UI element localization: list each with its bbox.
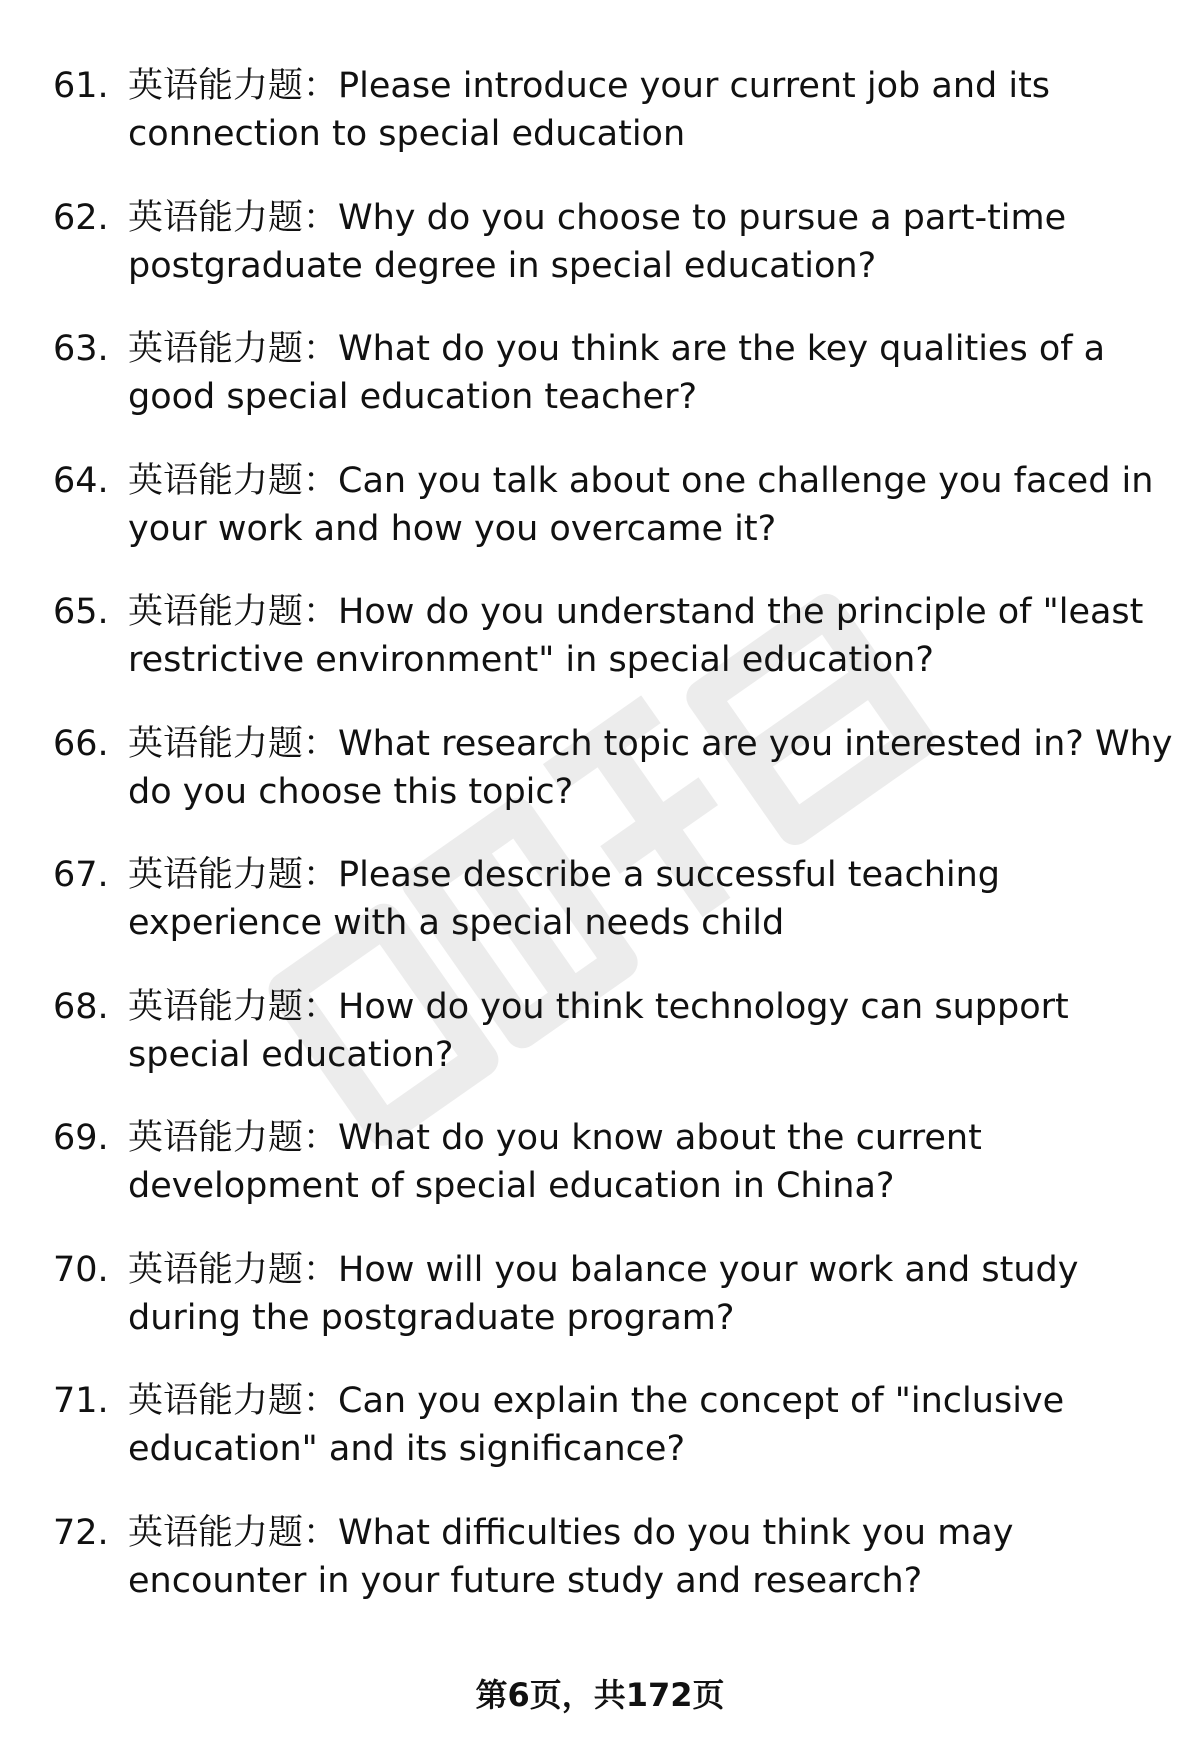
question-text-block	[128, 983, 1188, 1079]
question-text: How do you think technology can support special education?	[128, 986, 1069, 1075]
list-item	[53, 194, 1163, 326]
question-text-block	[128, 720, 1188, 816]
question-category: 英语能力题：	[128, 1118, 339, 1158]
question-category: 英语能力题：	[128, 329, 339, 369]
question-text-block	[128, 1377, 1188, 1473]
question-number: 64.	[53, 460, 109, 501]
question-text-block	[128, 1509, 1188, 1605]
question-category: 英语能力题：	[128, 986, 339, 1027]
question-number: 67.	[53, 855, 109, 895]
question-text: What do you know about the current development of special education in China?	[128, 1118, 982, 1206]
question-number: 66.	[53, 723, 109, 764]
question-text-block	[128, 325, 1188, 421]
question-text-block	[128, 1246, 1188, 1342]
list-item	[53, 851, 1163, 983]
question-category: 英语能力题：	[128, 66, 339, 106]
question-category: 英语能力题：	[128, 1249, 339, 1290]
list-item	[53, 588, 1163, 720]
question-number: 68.	[53, 986, 109, 1027]
question-text: How do you understand the principle of "least restrictive environment" in special education?	[128, 592, 1144, 680]
question-number: 72.	[53, 1512, 109, 1553]
question-number: 62.	[53, 197, 109, 238]
list-item	[53, 983, 1163, 1115]
question-number: 63.	[53, 329, 109, 369]
list-item	[53, 457, 1163, 589]
question-category: 英语能力题：	[128, 197, 339, 238]
list-item	[53, 720, 1173, 852]
question-text: Please introduce your current job and its connection to special education	[128, 66, 1051, 154]
question-number: 69.	[53, 1118, 109, 1158]
page-footer: 第6页，共172页	[475, 1676, 725, 1714]
question-category: 英语能力题：	[128, 1512, 339, 1553]
list-item	[53, 1377, 1163, 1509]
list-item	[53, 325, 1163, 457]
question-text-block	[128, 588, 1188, 684]
question-category: 英语能力题：	[128, 1381, 339, 1421]
list-item	[53, 1509, 1163, 1641]
question-text-block	[128, 457, 1188, 553]
question-text: What difficulties do you think you may encounter in your future study and research?	[128, 1512, 1014, 1601]
question-category: 英语能力题：	[128, 855, 339, 895]
list-item	[53, 62, 1163, 194]
question-text: What do you think are the key qualities of a good special education teacher?	[128, 329, 1106, 417]
question-category: 英语能力题：	[128, 592, 339, 632]
list-item	[53, 1246, 1163, 1378]
question-text: What research topic are you interested in? Why do you choose this topic?	[128, 723, 1173, 812]
question-category: 英语能力题：	[128, 723, 339, 764]
question-list	[53, 62, 1173, 1640]
question-text-block	[128, 194, 1188, 290]
question-number: 65.	[53, 592, 109, 632]
list-item	[53, 1114, 1163, 1246]
question-category: 英语能力题：	[128, 460, 339, 501]
question-text-block	[128, 1114, 1188, 1210]
question-text: Can you talk about one challenge you faced in your work and how you overcame it?	[128, 460, 1154, 549]
question-text: Why do you choose to pursue a part-time postgraduate degree in special education?	[128, 197, 1067, 286]
question-text-block	[128, 62, 1188, 158]
question-text: Can you explain the concept of "inclusive education" and its significance?	[128, 1381, 1065, 1469]
question-text: Please describe a successful teaching experience with a special needs child	[128, 855, 1001, 943]
question-text: How will you balance your work and study during the postgraduate program?	[128, 1249, 1079, 1338]
question-number: 71.	[53, 1381, 109, 1421]
question-number: 61.	[53, 66, 109, 106]
question-text-block	[128, 851, 1188, 947]
question-number: 70.	[53, 1249, 109, 1290]
